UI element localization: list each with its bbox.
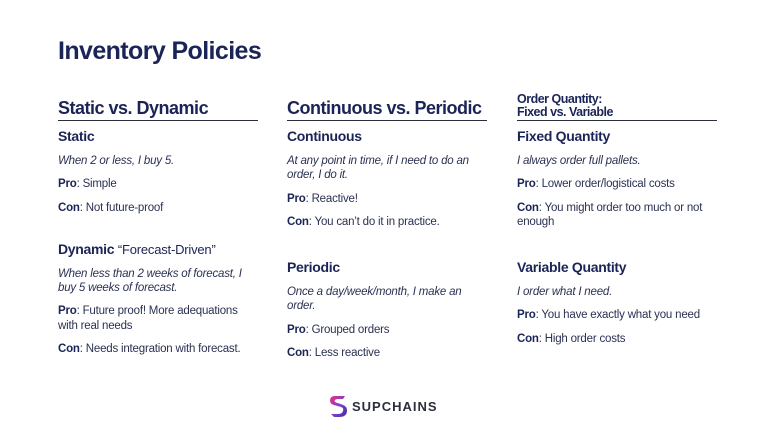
column-header: [58, 88, 258, 121]
section-variable-quantity: [517, 259, 717, 346]
con-text: High order costs: [544, 332, 626, 345]
pro-text: Lower order/logistical costs: [541, 178, 675, 191]
section-fixed-quantity: [517, 128, 717, 229]
section-example: At any point in time, if I need to do an order, I do it.: [287, 154, 469, 182]
pro-line: Pro: Lower order/logistical costs: [517, 178, 675, 191]
page-title: Inventory Policies: [58, 37, 262, 65]
section-example: I always order full pallets.: [517, 154, 641, 167]
pro-label: Pro: [517, 309, 536, 322]
column-static-dynamic: [58, 88, 258, 357]
con-text: You might order too much or not enough: [517, 201, 703, 228]
supchains-logo: [328, 393, 438, 419]
pro-line: Pro: Simple: [58, 178, 117, 191]
con-text: Less reactive: [314, 347, 380, 360]
con-label: Con: [58, 201, 80, 214]
con-line: Con: Not future-proof: [58, 201, 164, 214]
section-static: [58, 128, 258, 215]
column-header: [517, 88, 717, 121]
con-line: Con: You might order too much or not enough: [517, 201, 703, 228]
pro-line: Pro: Future proof! More adequations with real needs: [58, 305, 238, 332]
column-header-text: Fixed vs. Variable: [517, 104, 613, 119]
con-line: Con: Less reactive: [287, 347, 380, 360]
con-label: Con: [58, 343, 80, 356]
section-example: When 2 or less, I buy 5.: [58, 154, 175, 167]
con-text: Not future-proof: [85, 201, 164, 214]
pro-text: Grouped orders: [311, 323, 390, 336]
pro-text: You have exactly what you need: [541, 309, 700, 322]
con-line: Con: You can’t do it in practice.: [287, 215, 440, 228]
section-title: Continuous: [287, 128, 362, 144]
con-label: Con: [517, 332, 539, 345]
con-line: Con: High order costs: [517, 332, 626, 345]
section-continuous: [287, 128, 487, 229]
column-header-text: Continuous vs. Periodic: [287, 98, 482, 119]
section-title: Variable Quantity: [517, 259, 627, 276]
column-header-text: Static vs. Dynamic: [58, 98, 209, 119]
pro-label: Pro: [517, 178, 536, 191]
column-header: [287, 88, 487, 121]
pro-label: Pro: [287, 192, 306, 205]
section-title-suffix: “Forecast-Driven”: [117, 241, 216, 257]
pro-text: Future proof! More adequations with real needs: [58, 305, 238, 332]
pro-label: Pro: [58, 178, 77, 191]
pro-label: Pro: [287, 323, 306, 336]
pro-text: Simple: [82, 178, 117, 191]
pro-label: Pro: [58, 305, 77, 318]
section-periodic: [287, 259, 487, 360]
section-example: I order what I need.: [517, 286, 613, 299]
con-line: Con: Needs integration with forecast.: [58, 343, 241, 356]
supchains-logo-icon: [328, 393, 348, 419]
section-example: When less than 2 weeks of forecast, I buy 5 weeks of forecast.: [58, 267, 242, 295]
section-title: Dynamic “Forecast-Driven”: [58, 240, 216, 257]
pro-line: Pro: Reactive!: [287, 192, 358, 205]
section-dynamic: [58, 241, 258, 357]
column-header-text: Order Quantity:: [517, 92, 602, 106]
section-title: Periodic: [287, 259, 340, 276]
pro-line: Pro: You have exactly what you need: [517, 309, 700, 322]
supchains-logo-text: SUPCHAINS: [352, 398, 438, 414]
pro-text: Reactive!: [311, 192, 358, 205]
con-label: Con: [517, 201, 539, 214]
column-order-quantity: [517, 88, 717, 346]
con-text: Needs integration with forecast.: [85, 343, 241, 356]
con-text: You can’t do it in practice.: [314, 215, 440, 228]
section-example: Once a day/week/month, I make an order.: [287, 286, 462, 313]
section-title: Static: [58, 128, 95, 144]
con-label: Con: [287, 347, 309, 360]
section-title: Fixed Quantity: [517, 128, 611, 144]
con-label: Con: [287, 215, 309, 228]
column-continuous-periodic: [287, 88, 487, 361]
pro-line: Pro: Grouped orders: [287, 323, 390, 336]
